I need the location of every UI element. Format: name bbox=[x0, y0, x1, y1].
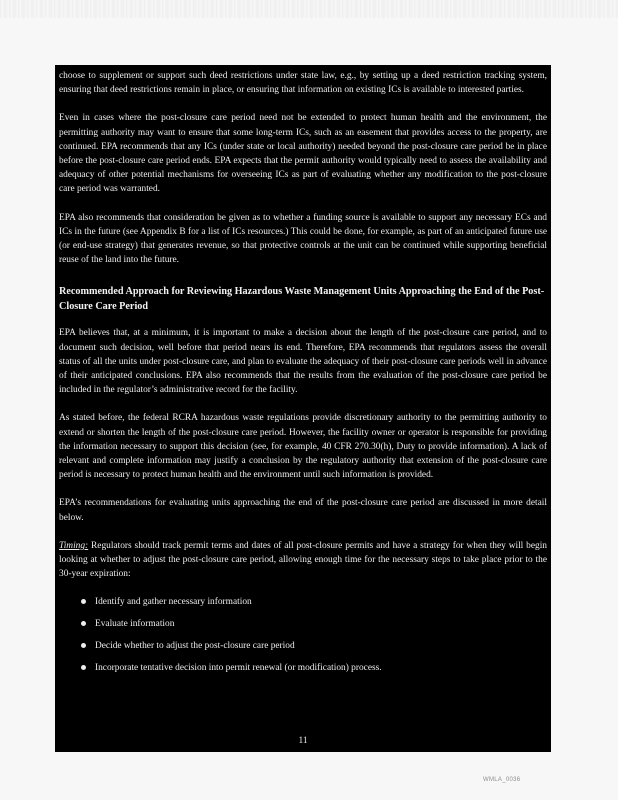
scan-speckle bbox=[0, 0, 618, 18]
list-item-text: Incorporate tentative decision into permit renewal (or modification) process. bbox=[95, 663, 382, 674]
timing-text: Regulators should track permit terms and dates of all post-closure permits and have a strategy for when they will begin looking at whether to adjust the post-closure care period, allowing enough time for the necessary steps to take place prior to the 30-year expiration: bbox=[59, 540, 547, 580]
document-id-stamp: WMLA_0036 bbox=[483, 777, 521, 783]
paragraph-funding-source: EPA also recommends that consideration be given as to whether a funding source is available to support any necessary ECs and ICs in the future (see Appendix B for a list of ICs resources.) This could be done, for example, as part of an anticipated future use (or end-use strategy) that generates revenue, so that protective controls at the unit can be continued while supporting beneficial reuse of the land into the future. bbox=[59, 212, 547, 266]
list-item bbox=[81, 617, 547, 631]
timing-steps-list bbox=[59, 595, 547, 675]
paragraph-discretionary-authority: As stated before, the federal RCRA hazardous waste regulations provide discretionary authority to the permitting authority to extend or shorten the length of the post-closure care period. However, the facility owner or operator is responsible for providing the information necessary to support this decision (see, for example, 40 CFR 270.30(h), Duty to provide information). A lack of relevant and complete information may justify a conclusion by the regulatory authority that extension of the post-closure care period is necessary to protect human health and the environment until such information is provided. bbox=[59, 413, 547, 481]
list-item bbox=[81, 661, 547, 675]
page-number: 11 bbox=[298, 736, 308, 746]
bullet-icon bbox=[81, 621, 86, 626]
bullet-icon bbox=[81, 643, 86, 648]
list-item-text: Decide whether to adjust the post-closure care period bbox=[95, 641, 295, 652]
paragraph-recommendations-intro: EPA’s recommendations for evaluating units approaching the end of the post-closure care period are discussed in more detail below. bbox=[59, 498, 547, 523]
section-heading: Recommended Approach for Reviewing Hazardous Waste Management Units Approaching the End of the Post-Closure Care Period bbox=[59, 286, 545, 312]
paragraph-long-term-ics: Even in cases where the post-closure care period need not be extended to protect human health and the environment, the permitting authority may want to ensure that some long-term ICs, such as an easement that provides access to the property, are continued. EPA recommends that any ICs (under state or local authority) needed beyond the post-closure care period be in place before the post-closure care period ends. EPA expects that the permit authority would typically need to assess the availability and adequacy of other potential mechanisms for overseeing ICs as part of evaluating whether any modification to the post-closure care period was warranted. bbox=[59, 113, 547, 195]
bullet-icon bbox=[81, 665, 86, 670]
bullet-icon bbox=[81, 599, 86, 604]
paragraph-minimum-decision: EPA believes that, at a minimum, it is important to make a decision about the length of the post-closure care period, and to document such decision, well before that period nears its end. Therefore, EPA recommends that regulators assess the overall status of all the units under post-closure care, and plan to evaluate the adequacy of their post-closure care periods well in advance of their anticipated conclusions. EPA also recommends that the results from the evaluation of the post-closure care period be included in the regulator’s administrative record for the facility. bbox=[59, 328, 547, 396]
document-page bbox=[55, 65, 551, 752]
paragraph-deed-restrictions: choose to supplement or support such deed restrictions under state law, e.g., by setting up a deed restriction tracking system, ensuring that deed restrictions remain in place, or ensuring that information on existing ICs is available to interested parties. bbox=[59, 71, 547, 96]
list-item-text: Identify and gather necessary information bbox=[95, 597, 252, 608]
paragraph-timing bbox=[59, 539, 547, 582]
list-item bbox=[81, 595, 547, 609]
list-item-text: Evaluate information bbox=[95, 619, 175, 630]
list-item bbox=[81, 639, 547, 653]
timing-label: Timing: bbox=[59, 540, 89, 551]
